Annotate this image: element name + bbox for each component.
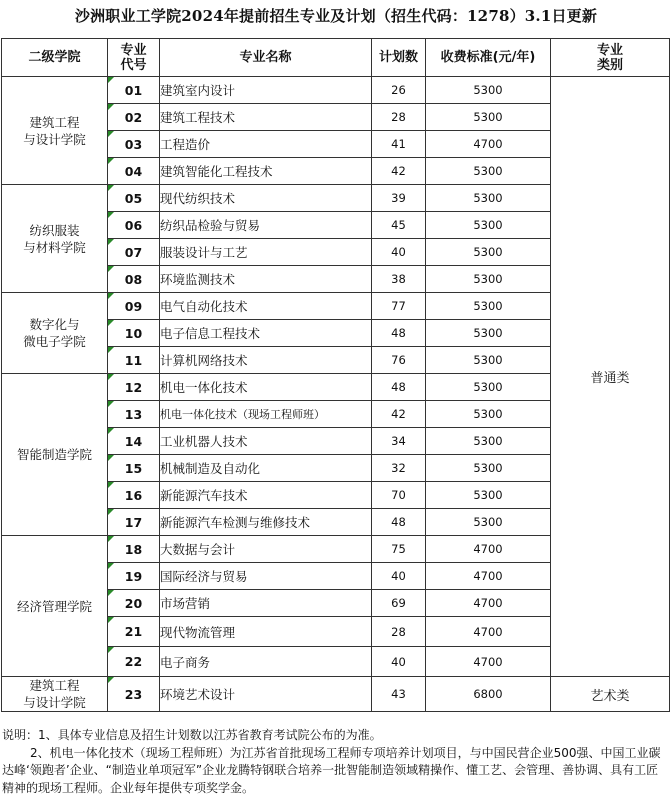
major-name: 建筑智能化工程技术 — [160, 158, 372, 185]
plan-count: 76 — [372, 347, 426, 374]
major-code: 12 — [108, 374, 160, 401]
fee-standard: 5300 — [426, 104, 551, 131]
plan-count: 69 — [372, 590, 426, 617]
fee-standard: 4700 — [426, 563, 551, 590]
college-architecture: 建筑工程 与设计学院 — [2, 77, 108, 185]
table-row — [2, 77, 670, 104]
major-code: 23 — [108, 677, 160, 712]
major-code: 14 — [108, 428, 160, 455]
major-name: 机电一体化技术 — [160, 374, 372, 401]
plan-count: 28 — [372, 104, 426, 131]
page-title: 沙洲职业工学院2024年提前招生专业及计划（招生代码：1278）3.1日更新 — [74, 7, 598, 25]
major-code: 07 — [108, 239, 160, 266]
fee-standard: 5300 — [426, 239, 551, 266]
note-line-1: 说明：1、具体专业信息及招生计划数以江苏省教育考试院公布的为准。 — [2, 728, 382, 742]
fee-standard: 4700 — [426, 536, 551, 563]
major-code: 11 — [108, 347, 160, 374]
fee-standard: 5300 — [426, 347, 551, 374]
plan-count: 40 — [372, 647, 426, 677]
table-header-row — [2, 39, 670, 77]
plan-count: 77 — [372, 293, 426, 320]
major-name: 电气自动化技术 — [160, 293, 372, 320]
plan-count: 40 — [372, 563, 426, 590]
fee-standard: 6800 — [426, 677, 551, 712]
header-fee: 收费标准(元/年) — [426, 39, 551, 77]
major-code: 20 — [108, 590, 160, 617]
major-name: 工业机器人技术 — [160, 428, 372, 455]
major-code: 03 — [108, 131, 160, 158]
major-code: 02 — [108, 104, 160, 131]
fee-standard: 5300 — [426, 158, 551, 185]
plan-count: 38 — [372, 266, 426, 293]
header-name: 专业名称 — [160, 39, 372, 77]
fee-standard: 5300 — [426, 293, 551, 320]
college-architecture-art: 建筑工程 与设计学院 — [2, 677, 108, 712]
college-textile: 纺织服装 与材料学院 — [2, 185, 108, 293]
fee-standard: 5300 — [426, 77, 551, 104]
major-name: 纺织品检验与贸易 — [160, 212, 372, 239]
plan-count: 28 — [372, 617, 426, 647]
header-code: 专业 代号 — [108, 39, 160, 77]
major-code: 18 — [108, 536, 160, 563]
college-intelligent-manufacturing: 智能制造学院 — [2, 374, 108, 536]
major-code: 16 — [108, 482, 160, 509]
fee-standard: 4700 — [426, 617, 551, 647]
plan-count: 43 — [372, 677, 426, 712]
major-name: 新能源汽车检测与维修技术 — [160, 509, 372, 536]
fee-standard: 5300 — [426, 374, 551, 401]
major-name: 机械制造及自动化 — [160, 455, 372, 482]
fee-standard: 5300 — [426, 509, 551, 536]
header-type: 专业 类别 — [551, 39, 670, 77]
plan-count: 41 — [372, 131, 426, 158]
plan-count: 42 — [372, 401, 426, 428]
plan-count: 42 — [372, 158, 426, 185]
header-college: 二级学院 — [2, 39, 108, 77]
major-code: 22 — [108, 647, 160, 677]
major-code: 09 — [108, 293, 160, 320]
fee-standard: 5300 — [426, 266, 551, 293]
major-name: 建筑室内设计 — [160, 77, 372, 104]
major-name: 现代物流管理 — [160, 617, 372, 647]
major-code: 01 — [108, 77, 160, 104]
notes — [2, 727, 670, 797]
major-name: 市场营销 — [160, 590, 372, 617]
plan-count: 75 — [372, 536, 426, 563]
major-code: 21 — [108, 617, 160, 647]
plan-count: 32 — [372, 455, 426, 482]
table-row — [2, 677, 670, 712]
major-name: 新能源汽车技术 — [160, 482, 372, 509]
major-name: 机电一体化技术（现场工程师班） — [160, 401, 372, 428]
major-name: 服装设计与工艺 — [160, 239, 372, 266]
enrollment-plan-table — [1, 38, 670, 712]
major-code: 10 — [108, 320, 160, 347]
major-name: 国际经济与贸易 — [160, 563, 372, 590]
plan-count: 40 — [372, 239, 426, 266]
major-name: 电子商务 — [160, 647, 372, 677]
major-name: 工程造价 — [160, 131, 372, 158]
type-general: 普通类 — [551, 77, 670, 677]
major-code: 05 — [108, 185, 160, 212]
plan-count: 48 — [372, 320, 426, 347]
fee-standard: 5300 — [426, 401, 551, 428]
fee-standard: 5300 — [426, 320, 551, 347]
fee-standard: 4700 — [426, 590, 551, 617]
college-economics-management: 经济管理学院 — [2, 536, 108, 677]
major-name: 环境监测技术 — [160, 266, 372, 293]
plan-count: 48 — [372, 374, 426, 401]
header-plan: 计划数 — [372, 39, 426, 77]
type-art: 艺术类 — [551, 677, 670, 712]
plan-count: 45 — [372, 212, 426, 239]
major-code: 15 — [108, 455, 160, 482]
fee-standard: 4700 — [426, 131, 551, 158]
fee-standard: 5300 — [426, 428, 551, 455]
fee-standard: 5300 — [426, 482, 551, 509]
plan-count: 39 — [372, 185, 426, 212]
major-code: 19 — [108, 563, 160, 590]
major-code: 13 — [108, 401, 160, 428]
plan-count: 48 — [372, 509, 426, 536]
major-code: 17 — [108, 509, 160, 536]
fee-standard: 4700 — [426, 647, 551, 677]
major-name: 大数据与会计 — [160, 536, 372, 563]
major-name: 建筑工程技术 — [160, 104, 372, 131]
major-name: 现代纺织技术 — [160, 185, 372, 212]
plan-count: 70 — [372, 482, 426, 509]
plan-count: 34 — [372, 428, 426, 455]
fee-standard: 5300 — [426, 455, 551, 482]
major-name: 环境艺术设计 — [160, 677, 372, 712]
fee-standard: 5300 — [426, 212, 551, 239]
major-name: 计算机网络技术 — [160, 347, 372, 374]
major-code: 08 — [108, 266, 160, 293]
note-line-2: 2、机电一体化技术（现场工程师班）为江苏省首批现场工程师专项培养计划项目，与中国民营企业500强、中国工业碳达峰‘领跑者’企业、“制造业单项冠军”企业龙腾特钢联合培养一批智能制造领域精操作、懂工艺、会管理、善协调、具有工匠精神的现场工程师。企业每年提供专项奖学金。 — [2, 745, 661, 795]
major-code: 06 — [108, 212, 160, 239]
major-code: 04 — [108, 158, 160, 185]
college-digital: 数字化与 微电子学院 — [2, 293, 108, 374]
major-name: 电子信息工程技术 — [160, 320, 372, 347]
plan-count: 26 — [372, 77, 426, 104]
fee-standard: 5300 — [426, 185, 551, 212]
